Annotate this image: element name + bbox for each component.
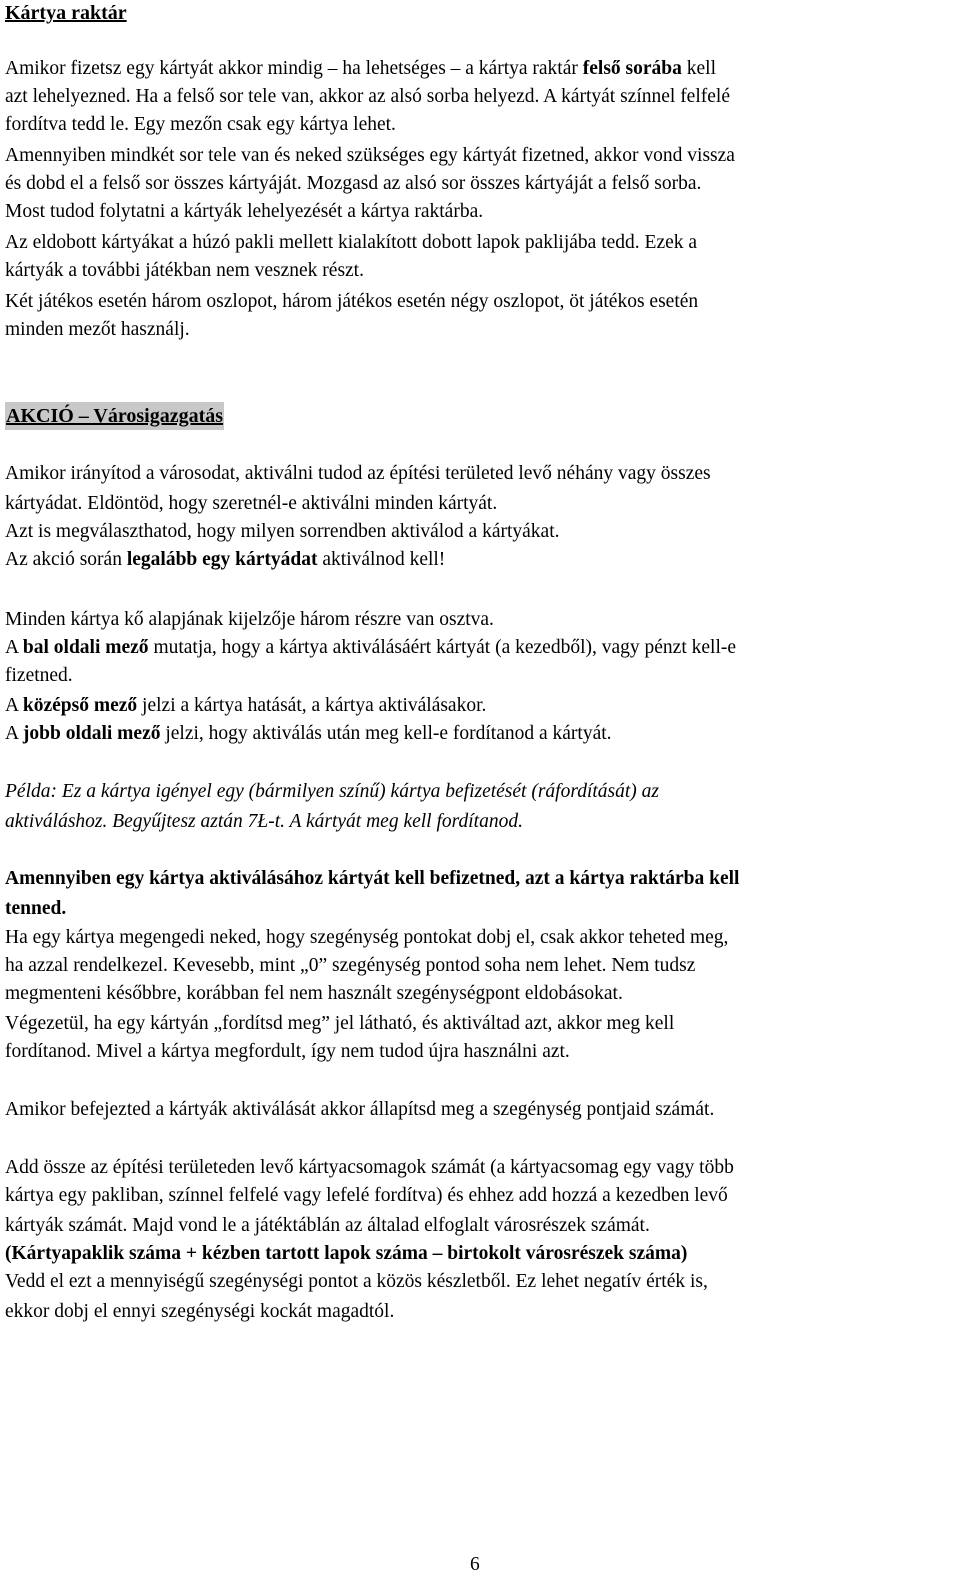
paragraph-line: és dobd el a felső sor összes kártyáját. Mozgasd az alsó sor összes kártyáját a felső sorba.: [5, 173, 702, 194]
section-title-card-storage: Kártya raktár: [5, 2, 127, 24]
paragraph-line: [5, 692, 486, 720]
paragraph-line: Végezetül, ha egy kártyán „fordítsd meg” jel látható, és aktiváltad azt, akkor meg kell: [5, 1013, 675, 1034]
bold-text: felső sorába: [582, 58, 682, 79]
paragraph-line: kártyák a további játékban nem vesznek részt.: [5, 260, 364, 281]
paragraph-line: kártyádat. Eldöntöd, hogy szeretnél-e aktiválni minden kártyát.: [5, 493, 498, 514]
paragraph-line: minden mezőt használj.: [5, 319, 190, 340]
page-number: 6: [470, 1554, 480, 1575]
bold-text: (Kártyapaklik száma + kézben tartott lapok száma – birtokolt városrészek száma): [5, 1243, 688, 1264]
text-run: A: [5, 637, 23, 658]
text-run: jelzi, hogy aktiválás után meg kell-e fordítanod a kártyát.: [160, 723, 612, 744]
paragraph-line: Vedd el ezt a mennyiségű szegénységi pontot a közös készletből. Ez lehet negatív érték is,: [5, 1271, 708, 1292]
section-title-action: AKCIÓ – Városigazgatás: [5, 402, 224, 430]
text-run: A: [5, 695, 23, 716]
paragraph-line: Ha egy kártya megengedi neked, hogy szegénység pontokat dobj el, csak akkor teheted meg,: [5, 927, 729, 948]
paragraph-line: Add össze az építési területeden levő kártyacsomagok számát (a kártyacsomag egy vagy több: [5, 1157, 734, 1178]
paragraph-line: Két játékos esetén három oszlopot, három játékos esetén négy oszlopot, öt játékos esetén: [5, 291, 699, 312]
paragraph-line: Azt is megválaszthatod, hogy milyen sorrendben aktiválod a kártyákat.: [5, 521, 560, 542]
bold-text: jobb oldali mező: [22, 723, 161, 744]
text-run: jelzi a kártya hatását, a kártya aktiválásakor.: [137, 695, 487, 716]
bold-text: tenned.: [5, 898, 67, 919]
italic-text: Példa: Ez a kártya igényel egy (bármilyen színű) kártya befizetését (ráfordítását) az: [5, 781, 660, 802]
paragraph-line: [5, 546, 445, 574]
text-run: A: [5, 723, 23, 744]
paragraph-line: fizetned.: [5, 665, 73, 686]
paragraph-line: [5, 55, 716, 83]
paragraph-line: [5, 634, 736, 662]
bold-text: Amennyiben egy kártya aktiválásához kártyát kell befizetned, azt a kártya raktárba kell: [5, 868, 740, 889]
bold-paragraph-line: [5, 865, 739, 893]
text-run: Amikor fizetsz egy kártyát akkor mindig – ha lehetséges – a kártya raktár: [5, 58, 583, 79]
paragraph-line: [5, 720, 612, 748]
paragraph-line: Az eldobott kártyákat a húzó pakli mellett kialakított dobott lapok paklijába tedd. Ezek a: [5, 232, 698, 253]
bold-text: legalább egy kártyádat: [126, 549, 318, 570]
paragraph-line: Amikor befejezted a kártyák aktiválását akkor állapítsd meg a szegénység pontjaid számát.: [5, 1099, 715, 1120]
bold-paragraph-line: [5, 895, 66, 923]
paragraph-line: kártya egy pakliban, színnel felfelé vagy lefelé fordítva) és ehhez add hozzá a kezedben levő: [5, 1185, 728, 1206]
text-run: aktiválnod kell!: [317, 549, 446, 570]
text-run: mutatja, hogy a kártya aktiválásáért kártyát (a kezedből), vagy pénzt kell-e: [148, 637, 737, 658]
paragraph-line: ha azzal rendelkezel. Kevesebb, mint „0” szegénység pontod soha nem lehet. Nem tudsz: [5, 955, 696, 976]
text-run: Az akció során: [5, 549, 127, 570]
paragraph-line: Minden kártya kő alapjának kijelzője három részre van osztva.: [5, 609, 494, 630]
paragraph-line: kártyák számát. Majd vond le a játéktáblán az általad elfoglalt városrészek számát.: [5, 1215, 650, 1236]
paragraph-line: ekkor dobj el ennyi szegénységi kockát magadtól.: [5, 1301, 395, 1322]
formula-line: [5, 1240, 687, 1268]
bold-text: bal oldali mező: [22, 637, 149, 658]
paragraph-line: Amennyiben mindkét sor tele van és neked szükséges egy kártyát fizetned, akkor vond vissza: [5, 145, 735, 166]
paragraph-line: fordítva tedd le. Egy mezőn csak egy kártya lehet.: [5, 114, 396, 135]
paragraph-line: fordítanod. Mivel a kártya megfordult, így nem tudod újra használni azt.: [5, 1041, 570, 1062]
paragraph-line: Amikor irányítod a városodat, aktiválni tudod az építési területed levő néhány vagy összes: [5, 463, 711, 484]
italic-text: aktiváláshoz. Begyűjtesz aztán 7Ł-t. A kártyát meg kell fordítanod.: [5, 811, 523, 832]
text-run: kell: [681, 58, 716, 79]
paragraph-line: Most tudod folytatni a kártyák lehelyezését a kártya raktárba.: [5, 201, 484, 222]
bold-text: középső mező: [22, 695, 138, 716]
paragraph-line: azt lehelyezned. Ha a felső sor tele van, akkor az alsó sorba helyezd. A kártyát színnel felfelé: [5, 86, 730, 107]
paragraph-line: megmenteni későbbre, korábban fel nem használt szegénységpont eldobásokat.: [5, 983, 623, 1004]
example-line: [5, 808, 523, 836]
example-line: [5, 778, 659, 806]
